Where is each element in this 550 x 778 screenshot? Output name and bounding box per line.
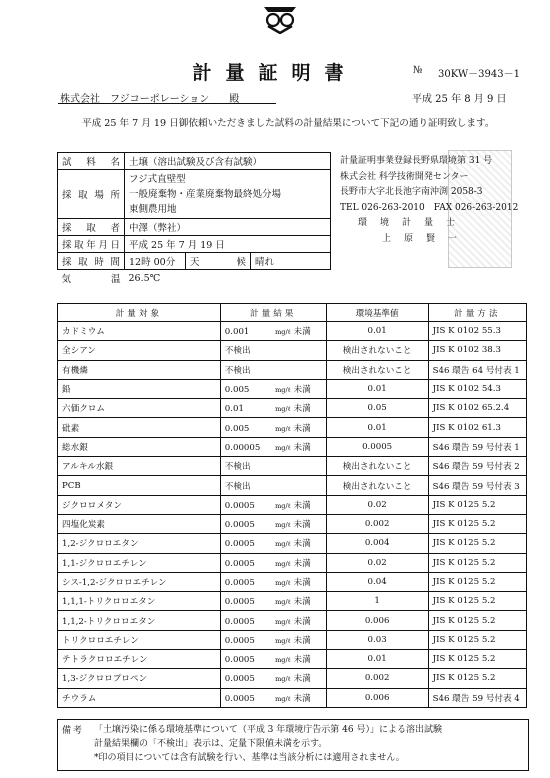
row-method: S46 環告 59 号付表 2 (428, 457, 526, 476)
row-unit: mg/ℓ (275, 617, 291, 626)
row-unit: mg/ℓ (275, 328, 291, 337)
issuer-block (340, 154, 518, 247)
row-unit: mg/ℓ (275, 656, 291, 665)
row-method: JIS K 0125 5.2 (428, 630, 526, 649)
row-value: 0.01 (224, 404, 244, 415)
row-qualifier: 未満 (293, 558, 311, 569)
row-value: 0.0005 (224, 578, 255, 588)
row-value: 0.0005 (224, 597, 255, 608)
issuer-company: 株式会社 科学技術開発センター (340, 171, 469, 182)
row-qualifier: 未満 (293, 597, 311, 608)
row-item: 1,2-ジクロロエタン (58, 534, 221, 553)
row-item: カドミウム (58, 322, 221, 341)
row-qualifier: 未満 (293, 578, 311, 588)
row-method: JIS K 0125 5.2 (428, 553, 526, 572)
row-standard: 検出されないこと (326, 360, 428, 379)
row-value: 0.005 (224, 423, 250, 434)
row-qualifier: 未満 (293, 616, 311, 627)
row-result (220, 360, 326, 379)
sample-info-value: 12時 00分 (125, 253, 186, 270)
table-row (58, 650, 527, 669)
row-method: JIS K 0125 5.2 (428, 534, 526, 553)
table-row (58, 534, 527, 553)
table-row (58, 514, 527, 533)
row-item: 1,1,1-トリクロロエタン (58, 592, 221, 611)
table-row (58, 611, 527, 630)
table-row (58, 476, 527, 495)
row-result (220, 379, 326, 398)
sample-info-value: 土壌（溶出試験及び含有試験） (125, 153, 331, 170)
row-item: 鉛 (58, 379, 221, 398)
remarks-line: 計量結果欄の「不検出」表示は、定量下限値未満を示す。 (94, 739, 328, 749)
company-logo-icon (262, 4, 298, 34)
row-standard: 0.004 (326, 534, 428, 553)
row-unit: mg/ℓ (275, 559, 291, 568)
row-unit: mg/ℓ (275, 579, 291, 587)
row-item: PCB (58, 476, 221, 495)
results-table (57, 303, 527, 708)
row-item: トリクロロエチレン (58, 630, 221, 649)
row-unit: mg/ℓ (275, 540, 291, 549)
row-qualifier: 未満 (293, 442, 311, 453)
table-row (58, 418, 527, 437)
row-method: JIS K 0102 54.3 (428, 379, 526, 398)
row-method: JIS K 0102 38.3 (428, 341, 526, 360)
issuer-address: 長野市大字北長池字南沖渕 2058-3 (340, 187, 483, 197)
row-standard: 0.006 (326, 611, 428, 630)
row-item: 全シアン (58, 341, 221, 360)
row-standard: 0.002 (326, 514, 428, 533)
table-row (58, 495, 527, 514)
row-value: 0.0005 (224, 693, 255, 704)
row-result (220, 553, 326, 572)
row-qualifier: 未満 (293, 539, 311, 550)
sample-info-row (58, 236, 331, 253)
row-value: 0.0005 (224, 520, 255, 531)
row-standard: 0.01 (326, 650, 428, 669)
remarks-box (57, 719, 529, 771)
row-standard: 検出されないこと (326, 341, 428, 360)
sample-info-table (57, 152, 331, 286)
row-standard: 0.05 (326, 399, 428, 418)
sample-info-row (58, 270, 331, 287)
issuer-phone: TEL 026-263-2010 FAX 026-263-2012 (340, 202, 519, 213)
row-unit: mg/ℓ (275, 694, 291, 703)
header-method: 計量方法 (428, 304, 526, 322)
row-standard: 0.01 (326, 322, 428, 341)
row-result (220, 630, 326, 649)
row-unit: mg/ℓ (275, 521, 291, 530)
row-qualifier: 未満 (293, 693, 311, 704)
row-result (220, 611, 326, 630)
header-standard: 環境基準値 (326, 304, 428, 322)
table-row (58, 399, 527, 418)
row-value: 0.0005 (224, 558, 255, 569)
row-method: JIS K 0125 5.2 (428, 514, 526, 533)
row-item: ジクロロメタン (58, 495, 221, 514)
row-method: JIS K 0125 5.2 (428, 495, 526, 514)
row-result (220, 341, 326, 360)
table-row (58, 322, 527, 341)
row-qualifier: 未満 (293, 520, 311, 531)
sample-info-value: 平成 25 年 7 月 19 日 (125, 236, 331, 253)
row-qualifier: 未満 (293, 674, 311, 685)
row-unit: mg/ℓ (275, 598, 291, 607)
row-method: JIS K 0102 55.3 (428, 322, 526, 341)
remarks-label: 備考 (62, 726, 85, 736)
sample-info-row (58, 170, 331, 219)
client-name: 株式会社 フジコーポレーション 殿 (60, 94, 240, 105)
table-row (58, 437, 527, 456)
row-unit: mg/ℓ (275, 405, 291, 414)
row-result (220, 476, 326, 495)
row-standard: 0.04 (326, 572, 428, 591)
row-item: 有機燐 (58, 360, 221, 379)
table-row (58, 572, 527, 591)
table-row (58, 379, 527, 398)
sample-info-value: 26.5℃ (125, 270, 331, 287)
row-standard: 0.02 (326, 495, 428, 514)
sample-info-value: フジ式直壁型 一般廃棄物・産業廃棄物最終処分場 東側農用地 (125, 170, 331, 219)
table-row (58, 341, 527, 360)
row-result (220, 495, 326, 514)
row-standard: 検出されないこと (326, 457, 428, 476)
row-item: 六価クロム (58, 399, 221, 418)
document-number-label: № (413, 65, 423, 76)
sample-info-label: 試 料 名 (58, 153, 125, 170)
row-item: 四塩化炭素 (58, 514, 221, 533)
row-result (220, 572, 326, 591)
results-header-row (58, 304, 527, 322)
row-item: シス-1,2-ジクロロエチレン (58, 572, 221, 591)
row-standard: 0.006 (326, 688, 428, 707)
row-method: JIS K 0125 5.2 (428, 611, 526, 630)
row-unit: mg/ℓ (275, 443, 291, 452)
table-row (58, 592, 527, 611)
issue-date: 平成 25 年 8 月 9 日 (412, 94, 507, 105)
issuer-registration: 計量証明事業登録長野県環境第 31 号 (340, 156, 493, 166)
header-result: 計量結果 (220, 304, 326, 322)
row-value: 0.0005 (224, 539, 255, 550)
sample-info-value: 中澤（弊社） (125, 219, 331, 236)
row-qualifier: 未満 (293, 327, 311, 338)
row-item: アルキル水銀 (58, 457, 221, 476)
row-result (220, 650, 326, 669)
weather-label: 天 候 (186, 253, 251, 270)
row-value: 0.005 (224, 385, 250, 396)
row-standard: 0.01 (326, 418, 428, 437)
row-method: JIS K 0125 5.2 (428, 572, 526, 591)
row-method: JIS K 0102 65.2.4 (428, 399, 526, 418)
row-method: JIS K 0102 61.3 (428, 418, 526, 437)
results-body (58, 322, 527, 708)
intro-text: 平成 25 年 7 月 19 日御依頼いただきました試料の計量結果について下記の通り証明致します。 (82, 118, 495, 129)
row-method: S46 環告 59 号付表 4 (428, 688, 526, 707)
row-qualifier: 未満 (293, 635, 311, 646)
sample-info-row (58, 253, 331, 270)
row-item: 砒素 (58, 418, 221, 437)
row-method: JIS K 0125 5.2 (428, 650, 526, 669)
row-unit: mg/ℓ (275, 424, 291, 433)
row-qualifier: 未満 (293, 500, 311, 511)
row-method: S46 環告 59 号付表 3 (428, 476, 526, 495)
row-item: テトラクロロエチレン (58, 650, 221, 669)
table-row (58, 630, 527, 649)
row-unit: mg/ℓ (275, 501, 291, 510)
row-unit: mg/ℓ (275, 636, 291, 645)
row-method: S46 環告 64 号付表 1 (428, 360, 526, 379)
row-unit: mg/ℓ (275, 675, 291, 684)
row-result (220, 514, 326, 533)
row-result (220, 669, 326, 688)
remarks-line: 「土壌汚染に係る環境基準について（平成 3 年環境庁告示第 46 号）」による溶出試験 (94, 725, 442, 735)
row-standard: 0.01 (326, 379, 428, 398)
row-qualifier: 未満 (293, 655, 311, 666)
row-standard: 0.0005 (326, 437, 428, 456)
row-value: 0.0005 (224, 674, 255, 685)
row-value: 0.0005 (224, 635, 255, 646)
row-standard: 0.02 (326, 553, 428, 572)
table-row (58, 688, 527, 707)
row-value: 不検出 (224, 346, 251, 357)
row-result (220, 437, 326, 456)
document-title: 計量証明書 (192, 62, 358, 84)
row-item: チウラム (58, 688, 221, 707)
issuer-role: 環 境 計 量 士 (358, 218, 458, 228)
remarks-line: *印の項目については含有試験を行い、基準は当該分析には適用されません。 (94, 753, 405, 763)
row-qualifier: 未満 (293, 404, 311, 415)
row-value: 0.001 (224, 327, 250, 338)
row-item: 1,3-ジクロロプロペン (58, 669, 221, 688)
table-row (58, 457, 527, 476)
client-underline (58, 103, 276, 104)
table-row (58, 360, 527, 379)
sample-info-label: 気 温 (58, 270, 125, 287)
row-qualifier: 未満 (293, 385, 311, 396)
document-number: 30KW－3943－1 (438, 69, 520, 80)
row-standard: 0.002 (326, 669, 428, 688)
sample-info-label: 採取時間 (58, 253, 125, 270)
table-row (58, 669, 527, 688)
row-standard: 1 (326, 592, 428, 611)
row-result (220, 688, 326, 707)
row-item: 総水銀 (58, 437, 221, 456)
row-value: 不検出 (224, 481, 251, 492)
row-item: 1,1,2-トリクロロエタン (58, 611, 221, 630)
row-value: 0.0005 (224, 655, 255, 666)
row-result (220, 457, 326, 476)
row-result (220, 592, 326, 611)
row-value: 不検出 (224, 462, 251, 473)
row-item: 1,1-ジクロロエチレン (58, 553, 221, 572)
row-result (220, 534, 326, 553)
row-result (220, 418, 326, 437)
row-method: JIS K 0125 5.2 (428, 669, 526, 688)
row-value: 0.0005 (224, 616, 255, 627)
row-value: 0.00005 (224, 442, 261, 453)
row-value: 不検出 (224, 365, 251, 376)
row-standard: 0.03 (326, 630, 428, 649)
header-item: 計量対象 (58, 304, 221, 322)
weather-value: 晴れ (251, 253, 331, 270)
remarks-lines (94, 723, 442, 765)
issuer-name: 上 原 賢 一 (382, 233, 460, 244)
row-result (220, 399, 326, 418)
sample-info-label: 採取年月日 (58, 236, 125, 253)
row-method: JIS K 0125 5.2 (428, 592, 526, 611)
row-value: 0.0005 (224, 500, 255, 511)
row-result (220, 322, 326, 341)
sample-info-label: 採 取 者 (58, 219, 125, 236)
sample-info-row (58, 219, 331, 236)
row-method: S46 環告 59 号付表 1 (428, 437, 526, 456)
row-qualifier: 未満 (293, 423, 311, 434)
row-unit: mg/ℓ (275, 386, 291, 395)
row-standard: 検出されないこと (326, 476, 428, 495)
sample-info-row (58, 153, 331, 170)
sample-info-label: 採取場所 (58, 170, 125, 219)
table-row (58, 553, 527, 572)
